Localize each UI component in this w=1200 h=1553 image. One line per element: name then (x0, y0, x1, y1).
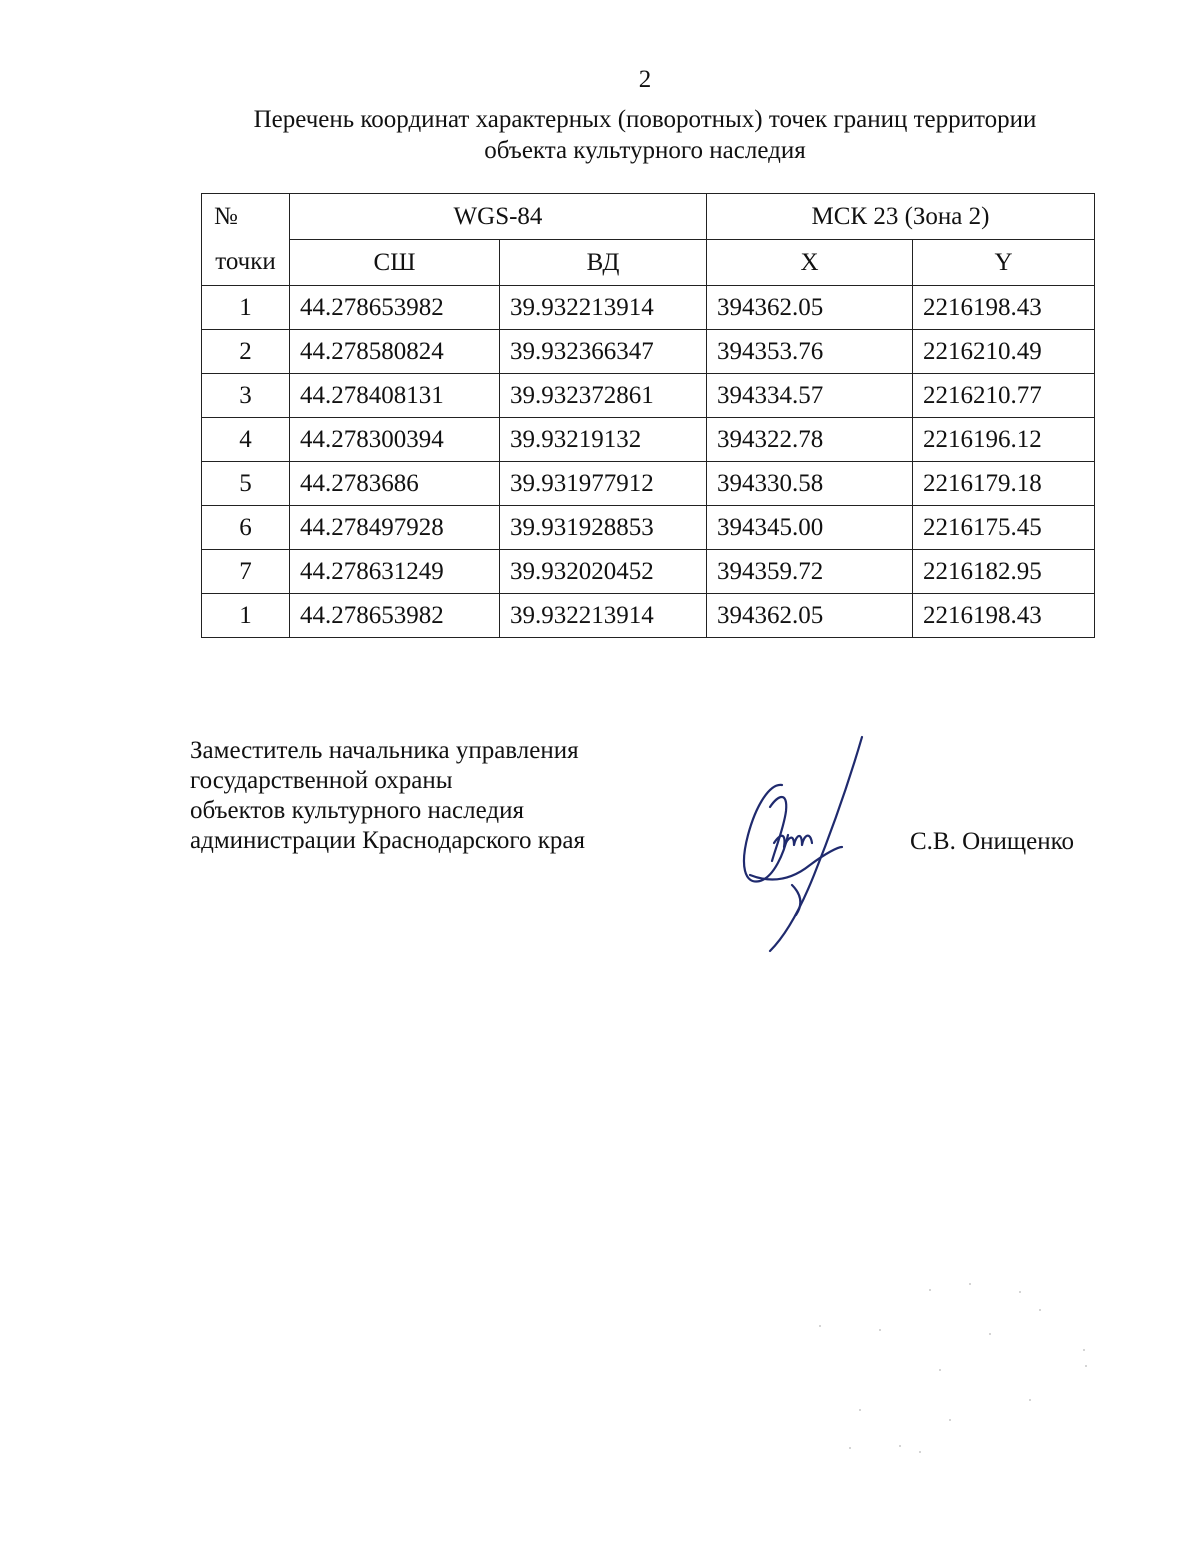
cell-y: 2216198.43 (913, 594, 1095, 638)
header-number-sign: № (202, 194, 290, 240)
handwritten-signature (730, 735, 870, 955)
cell-x: 394334.57 (707, 374, 913, 418)
header-y: Y (913, 240, 1095, 286)
cell-y: 2216210.49 (913, 330, 1095, 374)
header-longitude: ВД (500, 240, 707, 286)
cell-longitude: 39.932213914 (500, 594, 707, 638)
position-line-3: объектов культурного наследия (190, 797, 524, 824)
cell-point-number: 3 (202, 374, 290, 418)
cell-latitude: 44.278300394 (290, 418, 500, 462)
cell-latitude: 44.278497928 (290, 506, 500, 550)
cell-point-number: 1 (202, 594, 290, 638)
signatory-position (190, 736, 585, 856)
cell-x: 394322.78 (707, 418, 913, 462)
title-line-1: Перечень координат характерных (поворотных) точек границ территории (253, 106, 1037, 133)
cell-point-number: 1 (202, 286, 290, 330)
cell-point-number: 2 (202, 330, 290, 374)
cell-latitude: 44.278408131 (290, 374, 500, 418)
cell-latitude: 44.278653982 (290, 594, 500, 638)
table-row (202, 418, 1095, 462)
cell-x: 394353.76 (707, 330, 913, 374)
cell-point-number: 5 (202, 462, 290, 506)
position-line-1: Заместитель начальника управления (190, 737, 579, 764)
position-line-2: государственной охраны (190, 767, 453, 794)
cell-x: 394345.00 (707, 506, 913, 550)
cell-latitude: 44.2783686 (290, 462, 500, 506)
cell-y: 2216175.45 (913, 506, 1095, 550)
cell-y: 2216179.18 (913, 462, 1095, 506)
cell-longitude: 39.932366347 (500, 330, 707, 374)
cell-longitude: 39.932372861 (500, 374, 707, 418)
table-row (202, 506, 1095, 550)
cell-point-number: 6 (202, 506, 290, 550)
header-latitude: СШ (290, 240, 500, 286)
cell-longitude: 39.931977912 (500, 462, 707, 506)
scan-noise (790, 1270, 1100, 1470)
table-row (202, 550, 1095, 594)
header-msk23: МСК 23 (Зона 2) (707, 194, 1095, 240)
cell-latitude: 44.278580824 (290, 330, 500, 374)
cell-longitude: 39.932213914 (500, 286, 707, 330)
cell-latitude: 44.278653982 (290, 286, 500, 330)
table-header-row-2 (202, 240, 1095, 286)
page-number: 2 (638, 66, 652, 93)
cell-point-number: 4 (202, 418, 290, 462)
header-x: X (707, 240, 913, 286)
header-point: точки (202, 240, 290, 286)
table-row (202, 286, 1095, 330)
table-header-row-1 (202, 194, 1095, 240)
table-row (202, 330, 1095, 374)
title-line-2: объекта культурного наследия (484, 137, 806, 164)
cell-longitude: 39.931928853 (500, 506, 707, 550)
cell-point-number: 7 (202, 550, 290, 594)
header-wgs84: WGS-84 (290, 194, 707, 240)
cell-x: 394359.72 (707, 550, 913, 594)
cell-y: 2216182.95 (913, 550, 1095, 594)
table-row (202, 374, 1095, 418)
table-row (202, 462, 1095, 506)
cell-longitude: 39.93219132 (500, 418, 707, 462)
cell-x: 394330.58 (707, 462, 913, 506)
cell-y: 2216210.77 (913, 374, 1095, 418)
document-title (200, 104, 1090, 166)
cell-longitude: 39.932020452 (500, 550, 707, 594)
cell-y: 2216196.12 (913, 418, 1095, 462)
cell-x: 394362.05 (707, 286, 913, 330)
cell-y: 2216198.43 (913, 286, 1095, 330)
cell-x: 394362.05 (707, 594, 913, 638)
cell-latitude: 44.278631249 (290, 550, 500, 594)
signatory-name: С.В. Онищенко (910, 828, 1075, 855)
table-row (202, 594, 1095, 638)
position-line-4: администрации Краснодарского края (190, 827, 586, 854)
coordinates-table (201, 193, 1095, 638)
